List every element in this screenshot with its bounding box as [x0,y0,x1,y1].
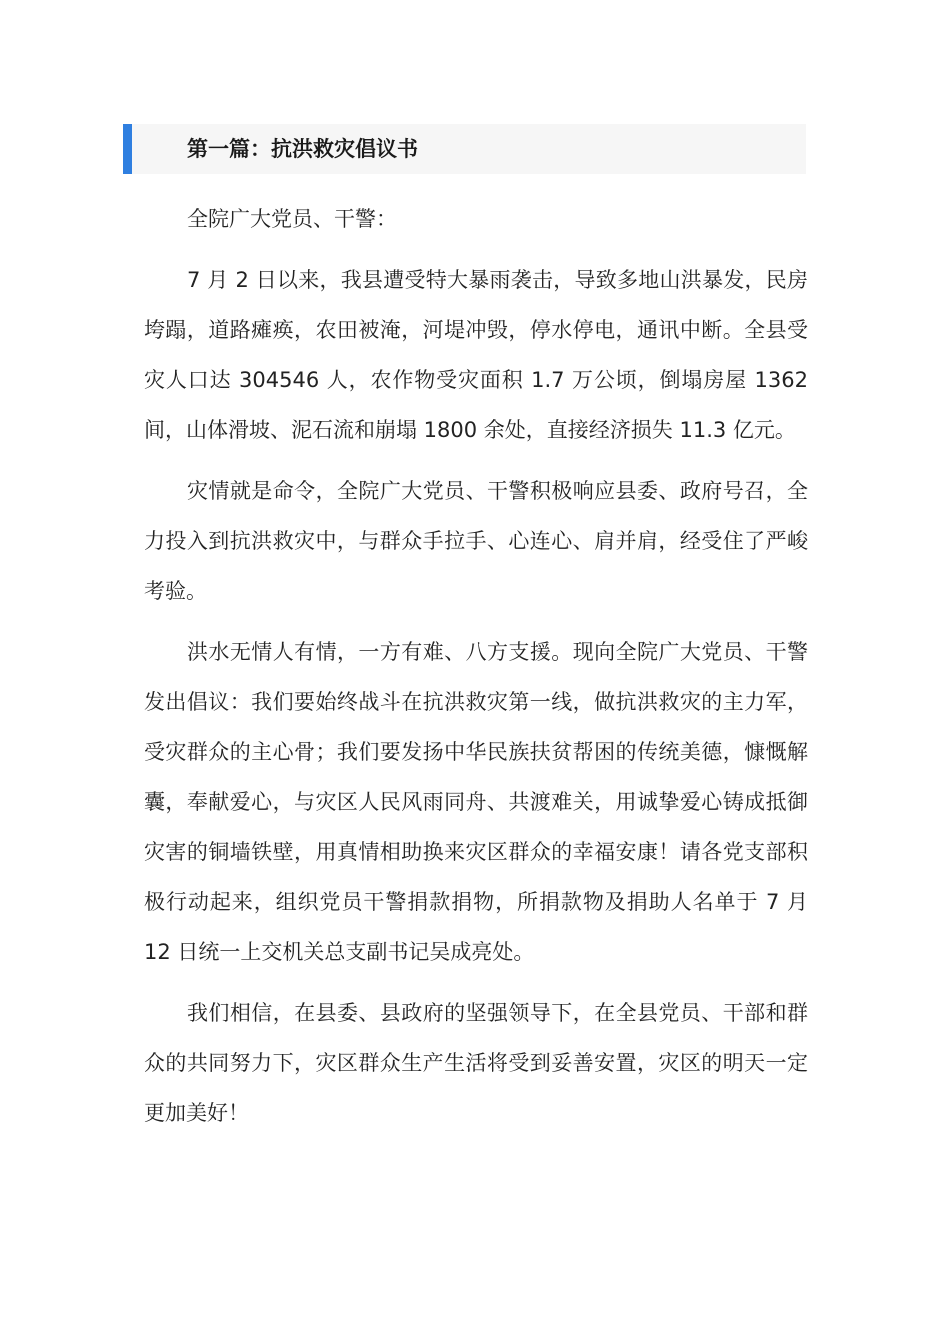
paragraph-proposal: 洪水无情人有情，一方有难、八方支援。现向全院广大党员、干警发出倡议：我们要始终战斗在抗洪救灾第一线，做抗洪救灾的主力军，受灾群众的主心骨；我们要发扬中华民族扶贫帮困的传统美德，慷慨解囊，奉献爱心，与灾区人民风雨同舟、共渡难关，用诚挚爱心铸成抵御灾害的铜墙铁壁，用真情相助换来灾区群众的幸福安康！请各党支部积极行动起来，组织党员干警捐款捐物，所捐款物及捐助人名单于 7 月 12 日统一上交机关总支副书记吴成亮处。 [144,640,808,964]
salutation: 全院广大党员、干警： [187,207,397,231]
paragraph-conclusion: 我们相信，在县委、县政府的坚强领导下，在全县党员、干部和群众的共同努力下，灾区群众生产生活将受到妥善安置，灾区的明天一定更加美好！ [144,1001,808,1125]
section-heading [123,124,806,174]
paragraph-response: 灾情就是命令，全院广大党员、干警积极响应县委、政府号召，全力投入到抗洪救灾中，与群众手拉手、心连心、肩并肩，经受住了严峻考验。 [144,479,808,603]
paragraph-disaster-situation: 7 月 2 日以来，我县遭受特大暴雨袭击，导致多地山洪暴发，民房垮蹋，道路瘫痪，农田被淹，河堤冲毁，停水停电，通讯中断。全县受灾人口达 304546 人，农作物受灾面积 1.7 万公顷，倒塌房屋 1362 间，山体滑坡、泥石流和崩塌 1800 余处，直接经济损失 11.3 亿元。 [144,268,808,442]
heading-accent-bar [123,124,132,174]
document-body [144,194,808,1138]
section-title: 第一篇：抗洪救灾倡议书 [187,137,418,161]
